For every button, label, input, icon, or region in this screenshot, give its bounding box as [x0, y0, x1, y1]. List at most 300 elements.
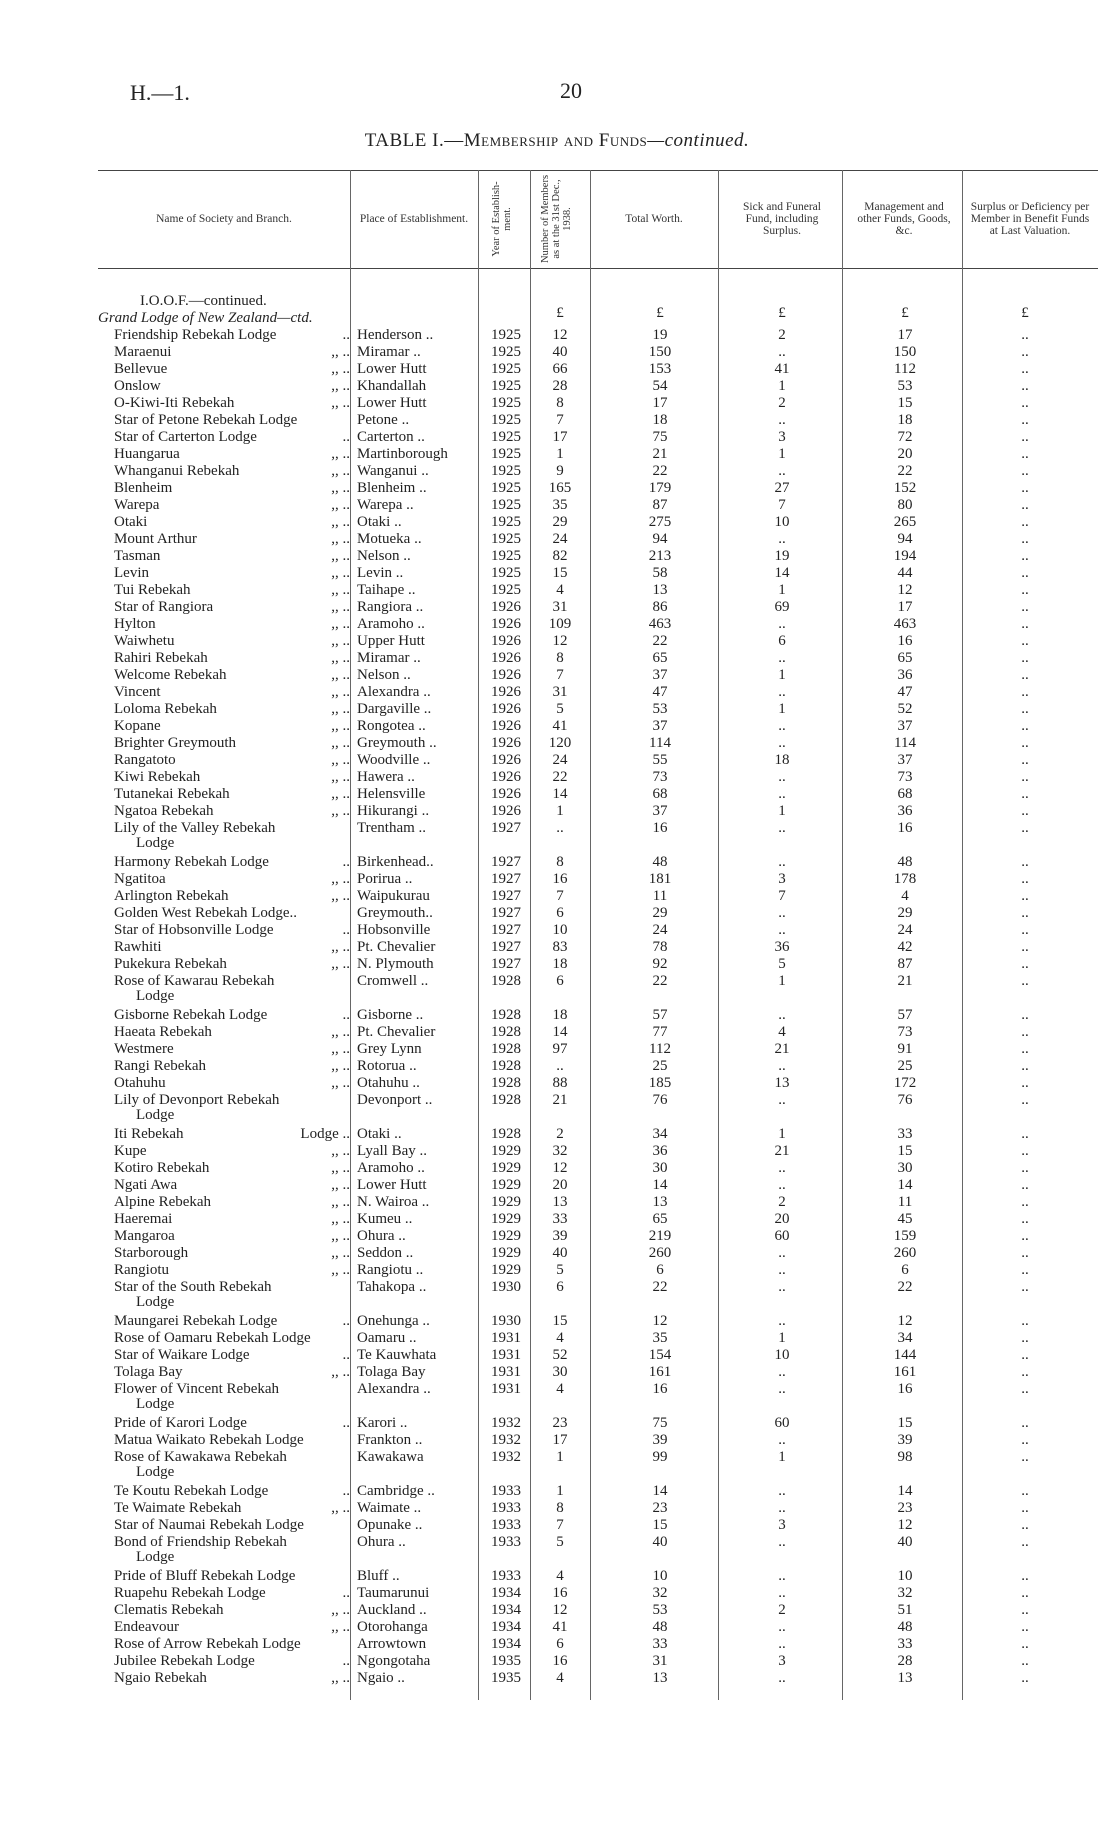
branch-name-text: Hylton	[114, 616, 156, 632]
society-heading: I.O.O.F.—continued.	[140, 293, 267, 309]
place-of-establishment: Ngaio ..	[357, 1670, 405, 1686]
branch-name-text: Bond of Friendship Rebekah	[114, 1534, 287, 1550]
year-established: 1926	[491, 701, 521, 717]
sick-funeral-fund: 21	[774, 1143, 790, 1159]
total-worth: 37	[652, 803, 668, 819]
total-worth: 36	[652, 1143, 668, 1159]
branch-name-continuation: Lodge	[136, 835, 175, 851]
branch-name-text: Rangi Rebekah	[114, 1058, 207, 1074]
branch-name	[114, 548, 350, 564]
year-established: 1927	[491, 905, 521, 921]
ditto-leader: ,, ..	[331, 599, 350, 615]
management-fund: 161	[893, 1364, 917, 1380]
branch-name-text: Te Waimate Rebekah	[114, 1500, 242, 1516]
place-of-establishment: Devonport ..	[357, 1092, 433, 1108]
branch-name	[114, 1517, 350, 1533]
management-fund: 15	[897, 1415, 913, 1431]
management-fund: 16	[897, 820, 913, 836]
management-fund: 265	[893, 514, 917, 530]
surplus-per-member: ..	[1021, 344, 1029, 360]
ditto-leader: ..	[342, 1653, 350, 1669]
management-fund: 32	[897, 1585, 913, 1601]
year-established: 1932	[491, 1449, 521, 1465]
place-of-establishment: Grey Lynn	[357, 1041, 422, 1057]
management-fund: 25	[897, 1058, 913, 1074]
sick-funeral-fund: ..	[778, 1313, 786, 1329]
place-of-establishment: Trentham ..	[357, 820, 427, 836]
surplus-per-member: ..	[1021, 1160, 1029, 1176]
surplus-per-member: ..	[1021, 1636, 1029, 1652]
ditto-leader: ..	[342, 922, 350, 938]
branch-name-text: Haeata Rebekah	[114, 1024, 212, 1040]
sick-funeral-fund: ..	[778, 1364, 786, 1380]
column-divider	[842, 170, 843, 1700]
branch-name-text: Mount Arthur	[114, 531, 197, 547]
column-divider	[590, 170, 591, 1700]
year-established: 1925	[491, 446, 521, 462]
member-count: 35	[552, 497, 568, 513]
year-established: 1928	[491, 1092, 521, 1108]
management-fund: 14	[897, 1177, 913, 1193]
branch-name	[114, 735, 350, 751]
year-established: 1927	[491, 922, 521, 938]
surplus-per-member: ..	[1021, 769, 1029, 785]
branch-name-text: Kotiro Rebekah	[114, 1160, 210, 1176]
place-of-establishment: Seddon ..	[357, 1245, 414, 1261]
member-count: 4	[556, 582, 564, 598]
place-of-establishment: Hikurangi ..	[357, 803, 430, 819]
branch-name-text: Tutanekai Rebekah	[114, 786, 230, 802]
total-worth: 37	[652, 718, 668, 734]
place-of-establishment: Pt. Chevalier	[357, 1024, 436, 1040]
branch-name	[114, 1364, 350, 1380]
surplus-per-member: ..	[1021, 684, 1029, 700]
total-worth: 55	[652, 752, 668, 768]
place-of-establishment: Henderson ..	[357, 327, 434, 343]
branch-name-text: Starborough	[114, 1245, 189, 1261]
place-of-establishment: Motueka ..	[357, 531, 422, 547]
management-fund: 22	[897, 463, 913, 479]
branch-name	[114, 412, 350, 428]
year-established: 1926	[491, 616, 521, 632]
ditto-leader: ..	[342, 854, 350, 870]
year-established: 1926	[491, 684, 521, 700]
member-count: 7	[556, 667, 564, 683]
branch-name	[114, 1262, 350, 1278]
management-fund: 11	[897, 1194, 913, 1210]
place-of-establishment: Miramar ..	[357, 344, 421, 360]
ditto-leader: ,, ..	[331, 633, 350, 649]
branch-name	[114, 1636, 350, 1652]
branch-name	[114, 1279, 350, 1295]
total-worth: 219	[648, 1228, 672, 1244]
branch-name	[114, 820, 350, 836]
sick-funeral-fund: 36	[774, 939, 790, 955]
column-divider	[478, 170, 479, 1700]
branch-name-text: Star of Rangiora	[114, 599, 214, 615]
branch-name-text: Arlington Rebekah	[114, 888, 229, 904]
year-established: 1935	[491, 1653, 521, 1669]
total-worth: 86	[652, 599, 668, 615]
branch-name	[114, 327, 350, 343]
place-of-establishment: Waimate ..	[357, 1500, 422, 1516]
place-of-establishment: Warepa ..	[357, 497, 414, 513]
year-established: 1931	[491, 1347, 521, 1363]
total-worth: 13	[652, 582, 668, 598]
branch-name-text: Vincent	[114, 684, 161, 700]
branch-name	[114, 1177, 350, 1193]
branch-name	[114, 429, 350, 445]
member-count: 7	[556, 412, 564, 428]
member-count: 23	[552, 1415, 568, 1431]
sick-funeral-fund: 2	[778, 1602, 786, 1618]
branch-name	[114, 854, 350, 870]
branch-name	[114, 922, 350, 938]
sick-funeral-fund: 7	[778, 497, 786, 513]
surplus-per-member: ..	[1021, 633, 1029, 649]
column-header-sick-fund: Sick and Funeral Fund, including Surplus.	[743, 201, 821, 237]
total-worth: 25	[652, 1058, 668, 1074]
branch-name-text: Rose of Kawakawa Rebekah	[114, 1449, 287, 1465]
member-count: 165	[548, 480, 572, 496]
total-worth: 181	[648, 871, 672, 887]
surplus-per-member: ..	[1021, 1024, 1029, 1040]
surplus-per-member: ..	[1021, 1228, 1029, 1244]
sick-funeral-fund: 3	[778, 1517, 786, 1533]
ditto-leader: ..	[342, 1347, 350, 1363]
ditto-leader: ,, ..	[331, 718, 350, 734]
ditto-leader: ,, ..	[331, 769, 350, 785]
place-of-establishment: Otorohanga	[357, 1619, 428, 1635]
management-fund: 6	[901, 1262, 909, 1278]
branch-name-text: Welcome Rebekah	[114, 667, 227, 683]
unit-worth: £	[656, 305, 664, 321]
ditto-leader: ,, ..	[331, 650, 350, 666]
place-of-establishment: Miramar ..	[357, 650, 421, 666]
total-worth: 35	[652, 1330, 668, 1346]
total-worth: 185	[648, 1075, 672, 1091]
sick-funeral-fund: ..	[778, 1007, 786, 1023]
ditto-leader: ,, ..	[331, 956, 350, 972]
management-fund: 12	[897, 582, 913, 598]
year-established: 1934	[491, 1585, 521, 1601]
surplus-per-member: ..	[1021, 1517, 1029, 1533]
sick-funeral-fund: ..	[778, 1500, 786, 1516]
year-established: 1926	[491, 718, 521, 734]
ditto-leader: ,, ..	[331, 378, 350, 394]
branch-name-text: Levin	[114, 565, 149, 581]
branch-name-text: Harmony Rebekah Lodge	[114, 854, 269, 870]
management-fund: 48	[897, 854, 913, 870]
surplus-per-member: ..	[1021, 1500, 1029, 1516]
ditto-leader: ..	[342, 327, 350, 343]
total-worth: 53	[652, 701, 668, 717]
sick-funeral-fund: ..	[778, 1279, 786, 1295]
surplus-per-member: ..	[1021, 1279, 1029, 1295]
branch-name-text: Te Koutu Rebekah Lodge	[114, 1483, 269, 1499]
member-count: 33	[552, 1211, 568, 1227]
branch-name	[114, 1041, 350, 1057]
branch-name-text: Rawhiti	[114, 939, 162, 955]
member-count: 10	[552, 922, 568, 938]
sick-funeral-fund: ..	[778, 1177, 786, 1193]
management-fund: 4	[901, 888, 909, 904]
management-fund: 80	[897, 497, 913, 513]
place-of-establishment: Waipukurau	[357, 888, 430, 904]
sick-funeral-fund: 2	[778, 1194, 786, 1210]
branch-name	[114, 616, 350, 632]
branch-name	[114, 599, 350, 615]
sick-funeral-fund: 14	[774, 565, 790, 581]
surplus-per-member: ..	[1021, 497, 1029, 513]
year-established: 1927	[491, 820, 521, 836]
total-worth: 75	[652, 1415, 668, 1431]
total-worth: 29	[652, 905, 668, 921]
management-fund: 57	[897, 1007, 913, 1023]
management-fund: 73	[897, 1024, 913, 1040]
sick-funeral-fund: ..	[778, 463, 786, 479]
branch-name-text: Rahiri Rebekah	[114, 650, 208, 666]
total-worth: 154	[648, 1347, 672, 1363]
total-worth: 68	[652, 786, 668, 802]
year-established: 1927	[491, 888, 521, 904]
management-fund: 52	[897, 701, 913, 717]
management-fund: 15	[897, 1143, 913, 1159]
year-established: 1926	[491, 650, 521, 666]
place-of-establishment: Frankton ..	[357, 1432, 423, 1448]
year-established: 1928	[491, 973, 521, 989]
management-fund: 87	[897, 956, 913, 972]
branch-name-text: Bellevue	[114, 361, 168, 377]
surplus-per-member: ..	[1021, 667, 1029, 683]
branch-name-text: Alpine Rebekah	[114, 1194, 212, 1210]
branch-name-text: Lily of the Valley Rebekah	[114, 820, 276, 836]
total-worth: 48	[652, 1619, 668, 1635]
branch-name	[114, 446, 350, 462]
member-count: 88	[552, 1075, 568, 1091]
ditto-leader: ,, ..	[331, 395, 350, 411]
sick-funeral-fund: ..	[778, 718, 786, 734]
place-of-establishment: Tolaga Bay	[357, 1364, 426, 1380]
member-count: 9	[556, 463, 564, 479]
surplus-per-member: ..	[1021, 1568, 1029, 1584]
member-count: 21	[552, 1092, 568, 1108]
year-established: 1926	[491, 786, 521, 802]
member-count: 52	[552, 1347, 568, 1363]
place-of-establishment: Hobsonville	[357, 922, 431, 938]
table-title-continued: —continued.	[647, 130, 750, 151]
member-count: 82	[552, 548, 568, 564]
management-fund: 33	[897, 1636, 913, 1652]
place-of-establishment: Onehunga ..	[357, 1313, 430, 1329]
total-worth: 13	[652, 1194, 668, 1210]
sick-funeral-fund: 1	[778, 446, 786, 462]
management-fund: 51	[897, 1602, 913, 1618]
surplus-per-member: ..	[1021, 939, 1029, 955]
ditto-leader: ,, ..	[331, 1177, 350, 1193]
ditto-leader: ,, ..	[331, 1364, 350, 1380]
management-fund: 17	[897, 599, 913, 615]
place-of-establishment: Rongotea ..	[357, 718, 426, 734]
total-worth: 275	[648, 514, 672, 530]
year-established: 1927	[491, 854, 521, 870]
total-worth: 18	[652, 412, 668, 428]
ditto-leader: ,, ..	[331, 616, 350, 632]
branch-name	[114, 1228, 350, 1244]
year-established: 1926	[491, 803, 521, 819]
branch-name-text: Ngaio Rebekah	[114, 1670, 207, 1686]
place-of-establishment: Kawakawa	[357, 1449, 424, 1465]
place-of-establishment: Birkenhead..	[357, 854, 434, 870]
place-of-establishment: Te Kauwhata	[357, 1347, 437, 1363]
surplus-per-member: ..	[1021, 1330, 1029, 1346]
year-established: 1933	[491, 1483, 521, 1499]
sick-funeral-fund: ..	[778, 1262, 786, 1278]
total-worth: 47	[652, 684, 668, 700]
surplus-per-member: ..	[1021, 803, 1029, 819]
place-of-establishment: Greymouth..	[357, 905, 433, 921]
place-of-establishment: N. Plymouth	[357, 956, 434, 972]
place-of-establishment: Blenheim ..	[357, 480, 427, 496]
surplus-per-member: ..	[1021, 378, 1029, 394]
branch-name-text: Kopane	[114, 718, 161, 734]
year-established: 1925	[491, 548, 521, 564]
member-count: 16	[552, 1653, 568, 1669]
management-fund: 152	[893, 480, 917, 496]
management-fund: 20	[897, 446, 913, 462]
unit-sick: £	[778, 305, 786, 321]
surplus-per-member: ..	[1021, 701, 1029, 717]
ditto-leader: ,, ..	[331, 497, 350, 513]
branch-name-text: Matua Waikato Rebekah Lodge	[114, 1432, 304, 1448]
sick-funeral-fund: 60	[774, 1415, 790, 1431]
year-established: 1927	[491, 871, 521, 887]
management-fund: 13	[897, 1670, 913, 1686]
year-established: 1925	[491, 412, 521, 428]
sick-funeral-fund: ..	[778, 1092, 786, 1108]
sick-funeral-fund: 2	[778, 395, 786, 411]
ditto-leader: ,, ..	[331, 1500, 350, 1516]
place-of-establishment: Nelson ..	[357, 548, 411, 564]
branch-name	[114, 514, 350, 530]
place-of-establishment: Aramoho ..	[357, 616, 425, 632]
column-divider	[530, 170, 531, 1700]
branch-name-text: Star of Carterton Lodge	[114, 429, 257, 445]
branch-name	[114, 1602, 350, 1618]
branch-name-text: Rose of Kawarau Rebekah	[114, 973, 275, 989]
total-worth: 10	[652, 1568, 668, 1584]
member-count: 17	[552, 429, 568, 445]
branch-name-text: Kupe	[114, 1143, 147, 1159]
year-established: 1926	[491, 735, 521, 751]
ditto-leader: ,, ..	[331, 463, 350, 479]
table-top-rule	[98, 170, 1098, 171]
year-established: 1930	[491, 1279, 521, 1295]
branch-name	[114, 344, 350, 360]
management-fund: 98	[897, 1449, 913, 1465]
place-of-establishment: Ohura ..	[357, 1534, 406, 1550]
sick-funeral-fund: 60	[774, 1228, 790, 1244]
place-of-establishment: Aramoho ..	[357, 1160, 425, 1176]
surplus-per-member: ..	[1021, 718, 1029, 734]
branch-name-text: Pukekura Rebekah	[114, 956, 227, 972]
branch-name-text: Jubilee Rebekah Lodge	[114, 1653, 255, 1669]
branch-name	[114, 769, 350, 785]
branch-name-text: Onslow	[114, 378, 161, 394]
management-fund: 112	[894, 361, 916, 377]
management-fund: 463	[893, 616, 917, 632]
sick-funeral-fund: ..	[778, 1636, 786, 1652]
surplus-per-member: ..	[1021, 1653, 1029, 1669]
year-established: 1925	[491, 429, 521, 445]
surplus-per-member: ..	[1021, 973, 1029, 989]
table-title-subject: Membership and Funds	[463, 130, 648, 151]
branch-name	[114, 718, 350, 734]
sick-funeral-fund: ..	[778, 531, 786, 547]
total-worth: 21	[652, 446, 668, 462]
management-fund: 72	[897, 429, 913, 445]
surplus-per-member: ..	[1021, 395, 1029, 411]
sick-funeral-fund: ..	[778, 1568, 786, 1584]
grand-lodge-heading: Grand Lodge of New Zealand—ctd.	[98, 310, 313, 326]
branch-name-text: Rose of Arrow Rebekah Lodge	[114, 1636, 301, 1652]
place-of-establishment: Upper Hutt	[357, 633, 425, 649]
management-fund: 65	[897, 650, 913, 666]
member-count: ..	[556, 820, 564, 836]
ditto-leader: ..	[342, 1007, 350, 1023]
surplus-per-member: ..	[1021, 922, 1029, 938]
total-worth: 14	[652, 1483, 668, 1499]
branch-name	[114, 1381, 350, 1397]
branch-name	[114, 1092, 350, 1108]
ditto-leader: ,, ..	[331, 701, 350, 717]
member-count: 6	[556, 973, 564, 989]
place-of-establishment: Otahuhu ..	[357, 1075, 420, 1091]
branch-name-text: Kiwi Rebekah	[114, 769, 201, 785]
sick-funeral-fund: 6	[778, 633, 786, 649]
sick-funeral-fund: ..	[778, 1245, 786, 1261]
member-count: 18	[552, 1007, 568, 1023]
sick-funeral-fund: 1	[778, 667, 786, 683]
sick-funeral-fund: 3	[778, 429, 786, 445]
ditto-leader: ,, ..	[331, 1041, 350, 1057]
sick-funeral-fund: 2	[778, 327, 786, 343]
place-of-establishment: N. Wairoa ..	[357, 1194, 430, 1210]
member-count: 24	[552, 752, 568, 768]
total-worth: 40	[652, 1534, 668, 1550]
surplus-per-member: ..	[1021, 1534, 1029, 1550]
total-worth: 13	[652, 1670, 668, 1686]
total-worth: 16	[652, 1381, 668, 1397]
sick-funeral-fund: ..	[778, 786, 786, 802]
ditto-leader: ,, ..	[331, 939, 350, 955]
member-count: 29	[552, 514, 568, 530]
sick-funeral-fund: 1	[778, 378, 786, 394]
total-worth: 31	[652, 1653, 668, 1669]
total-worth: 463	[648, 616, 672, 632]
year-established: 1929	[491, 1194, 521, 1210]
member-count: 15	[552, 1313, 568, 1329]
branch-name-continuation: Lodge	[136, 1107, 175, 1123]
ditto-leader: ,, ..	[331, 803, 350, 819]
branch-name	[114, 361, 350, 377]
place-of-establishment: Kumeu ..	[357, 1211, 413, 1227]
place-of-establishment: Cambridge ..	[357, 1483, 435, 1499]
place-of-establishment: Auckland ..	[357, 1602, 427, 1618]
surplus-per-member: ..	[1021, 1347, 1029, 1363]
branch-name-text: Tolaga Bay	[114, 1364, 183, 1380]
place-of-establishment: Dargaville ..	[357, 701, 432, 717]
